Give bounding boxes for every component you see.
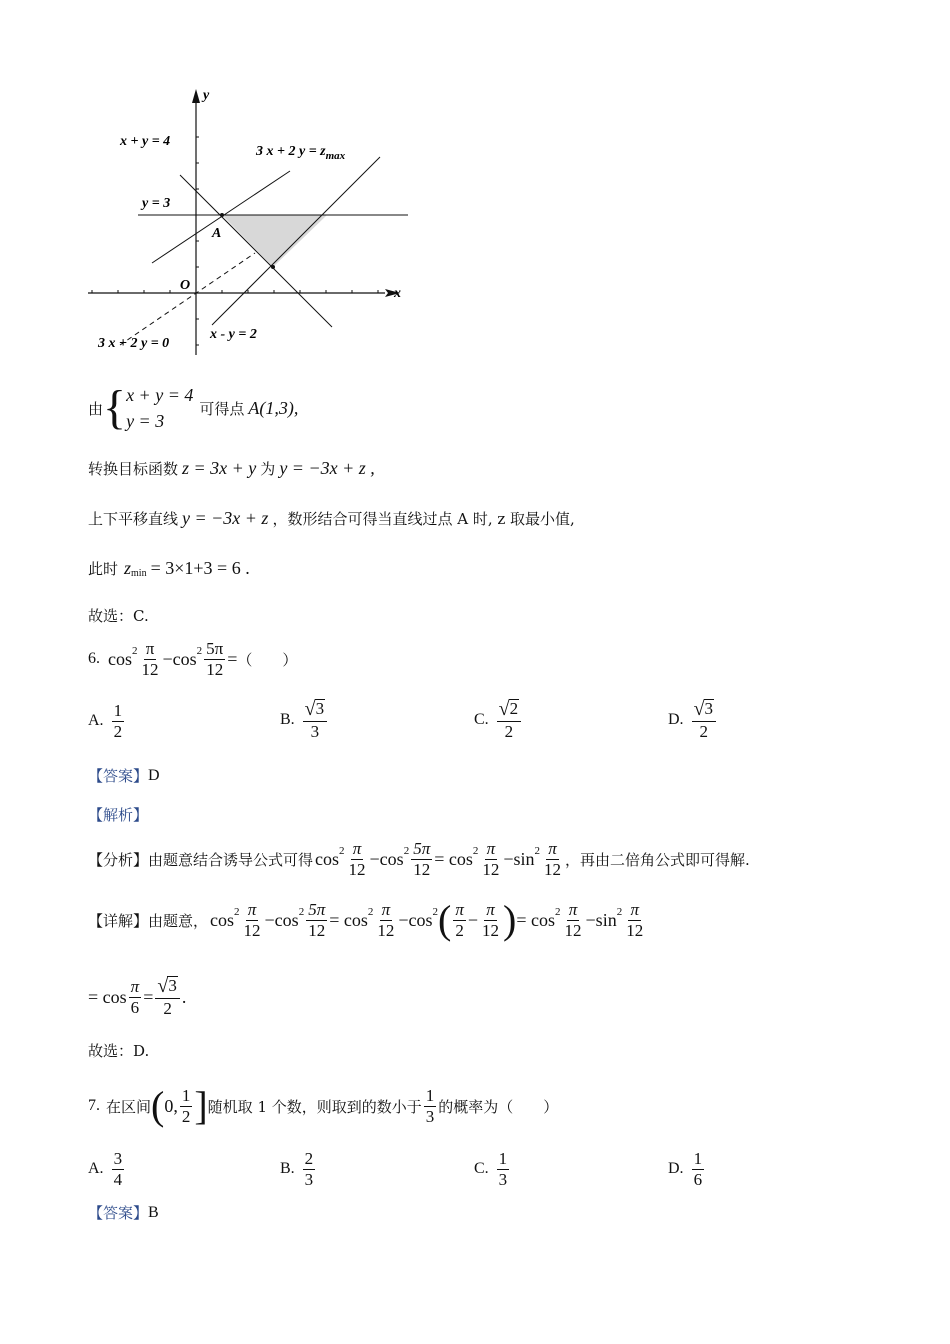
line-x-minus-y-2 bbox=[212, 157, 380, 325]
q7-stem: 7. 在区间 ( 0, $\frac{1}{2}$ ] 随机取 1 个数，则取到的数小于 $\frac{1}{3}$ 的概率为（ ） bbox=[88, 1083, 559, 1128]
q6-fenxi: 【分析】 由题意结合诱导公式可得 $\cos^2$ $\frac{\pi}{12}$ $-\cos^2$ $\frac{5\pi}{12}$ = $\cos^2$ $\frac{\pi}{12}$ $-\sin^2$ $\frac{\pi}{12}$ ，再由二倍角公式即可得解. bbox=[88, 838, 750, 879]
q6-option-D[interactable]: D. √ 3 2 bbox=[668, 696, 718, 744]
label-l2: y = 3 bbox=[142, 196, 171, 211]
solution-line-3: 上下平移直线 y = −3x + z ，数形结合可得当直线过点 A 时, z 取最小值, bbox=[88, 508, 575, 528]
q6-option-C[interactable]: C. √ 2 2 bbox=[474, 696, 523, 744]
q6-option-B[interactable]: B. √ 3 3 bbox=[280, 696, 329, 744]
y-axis-arrow bbox=[192, 89, 200, 103]
q6-xiangjie: 【详解】 由题意， $\cos^2$ $\frac{\pi}{12}$ $-\cos^2$ $\frac{5\pi}{12}$ = $\cos^2$ $\frac{\pi}{12}$ $-\cos^2$ ( $\frac{\pi}{2}$ − $\frac{\pi}{12}$ ) = $\cos^2$ $\frac{\pi}{12}$ $-\sin^2$ $\frac{\pi}{12}$ bbox=[88, 897, 644, 942]
q6-xiangjie-result: = cos $\frac{\pi}{6}$ = √ 3 2 . bbox=[88, 975, 187, 1019]
label-x-axis: x bbox=[394, 286, 401, 301]
q6-analysis-tag: 【解析】 bbox=[88, 806, 149, 824]
solution-line-4: 此时 z min = 3×1+3 = 6 . bbox=[88, 558, 250, 579]
q7-option-D[interactable]: D. $\frac{1}{6}$ bbox=[668, 1148, 703, 1189]
feasible-region-graph bbox=[80, 85, 420, 360]
label-A: A bbox=[212, 226, 222, 241]
solution-choose: 故选：C. bbox=[88, 607, 149, 625]
solution-line-1: 由 { x + y = 4 y = 3 可得点 A(1,3), bbox=[88, 381, 299, 434]
label-l1: x + y = 4 bbox=[120, 134, 171, 149]
line-x-plus-y-4 bbox=[180, 175, 332, 327]
label-l3: 3 x + 2 $y = z_{max}$ bbox=[256, 144, 346, 162]
q7-option-C[interactable]: C. $\frac{1}{3}$ bbox=[474, 1148, 508, 1189]
point-vertex bbox=[271, 265, 275, 269]
label-l4: 3 x + 2 y = 0 bbox=[98, 336, 170, 351]
feasible-region bbox=[222, 215, 327, 267]
q7-option-A[interactable]: A. $\frac{3}{4}$ bbox=[88, 1148, 123, 1189]
label-y-axis: y bbox=[203, 88, 210, 103]
solution-line-2: 转换目标函数 z = 3x + y 为 y = −3x + z , bbox=[88, 458, 375, 478]
label-origin: O bbox=[180, 278, 191, 293]
q7-answer: 【答案】 B bbox=[88, 1203, 159, 1222]
q6-answer: 【答案】 D bbox=[88, 766, 160, 785]
q6-stem: 6. $\cos^2$ $\frac{\pi}{12}$ $-\cos^2$ $\frac{5\pi}{12}$ = （ ） bbox=[88, 638, 298, 679]
q7-option-B[interactable]: B. $\frac{2}{3}$ bbox=[280, 1148, 314, 1189]
q6-choose: 故选：D. bbox=[88, 1042, 150, 1060]
label-l5: x - y = 2 bbox=[210, 327, 257, 342]
point-A bbox=[220, 213, 224, 217]
q6-option-A[interactable]: A. $\frac{1}{2}$ bbox=[88, 700, 123, 741]
